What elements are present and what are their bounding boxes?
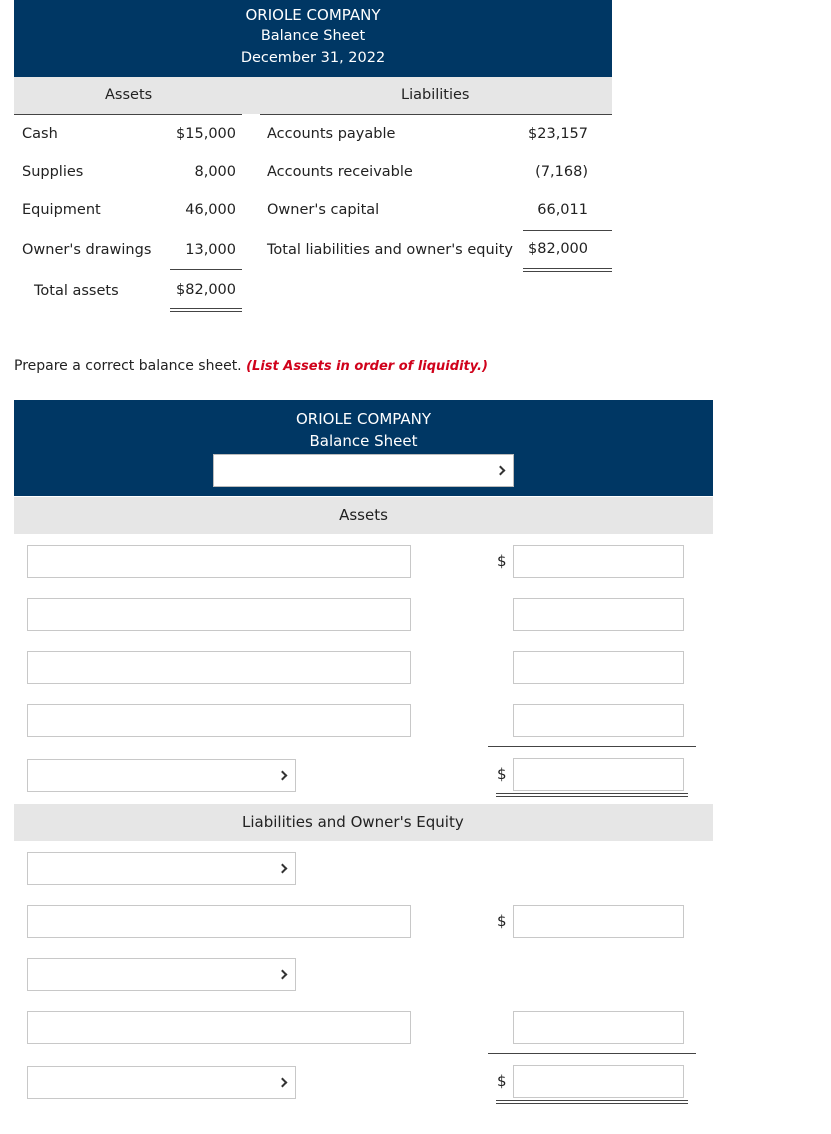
total-liabilities-label-select[interactable] bbox=[27, 1066, 296, 1099]
liabilities-category-select[interactable] bbox=[27, 852, 296, 885]
asset-account-input-1[interactable] bbox=[27, 545, 411, 578]
given-assets-header-underline bbox=[14, 114, 242, 115]
given-liability-amount-capital: 66,011 bbox=[537, 202, 588, 218]
given-statement-date: December 31, 2022 bbox=[240, 50, 386, 66]
asset-amount-input-1[interactable] bbox=[513, 545, 684, 578]
given-asset-amount-cash: $15,000 bbox=[176, 126, 236, 142]
total-liabilities-double-underline bbox=[496, 1100, 688, 1104]
total-assets-label-select[interactable] bbox=[27, 759, 296, 792]
given-total-liabilities-double-underline bbox=[523, 268, 612, 272]
asset-amount-input-3[interactable] bbox=[513, 651, 684, 684]
assets-subtotal-line bbox=[488, 746, 696, 747]
instruction-main: Prepare a correct balance sheet. bbox=[14, 358, 242, 374]
given-total-assets-double-underline bbox=[170, 308, 242, 312]
form-assets-header: Assets bbox=[339, 506, 388, 524]
liability-dollar-sign-1: $ bbox=[497, 912, 507, 930]
given-company-name: ORIOLE COMPANY bbox=[245, 6, 381, 24]
liability-account-input-1[interactable] bbox=[27, 905, 411, 938]
asset-account-input-4[interactable] bbox=[27, 704, 411, 737]
given-asset-label-drawings: Owner's drawings bbox=[22, 242, 152, 258]
equity-amount-input-1[interactable] bbox=[513, 1011, 684, 1044]
liabilities-subtotal-line bbox=[488, 1053, 696, 1054]
form-liabilities-header: Liabilities and Owner's Equity bbox=[242, 813, 464, 831]
asset-account-input-3[interactable] bbox=[27, 651, 411, 684]
equity-category-select[interactable] bbox=[27, 958, 296, 991]
asset-amount-input-4[interactable] bbox=[513, 704, 684, 737]
liability-amount-input-1[interactable] bbox=[513, 905, 684, 938]
form-statement-name: Balance Sheet bbox=[309, 432, 418, 450]
given-liability-label-ar: Accounts receivable bbox=[267, 164, 413, 180]
total-liabilities-dollar-sign: $ bbox=[497, 1072, 507, 1090]
instruction-emphasis: (List Assets in order of liquidity.) bbox=[246, 359, 488, 374]
asset-account-input-2[interactable] bbox=[27, 598, 411, 631]
given-asset-amount-equipment: 46,000 bbox=[185, 202, 236, 218]
given-liability-amount-ap: $23,157 bbox=[528, 126, 588, 142]
given-total-assets-amount: $82,000 bbox=[176, 282, 236, 298]
given-total-liabilities-amount: $82,000 bbox=[528, 241, 588, 257]
total-liabilities-amount-input[interactable] bbox=[513, 1065, 684, 1098]
given-header-banner bbox=[14, 0, 612, 77]
form-company-name: ORIOLE COMPANY bbox=[295, 410, 431, 428]
given-column-header-bar bbox=[14, 77, 612, 114]
given-liability-label-ap: Accounts payable bbox=[267, 126, 396, 142]
form-liabilities-section-bar bbox=[14, 804, 713, 841]
given-asset-label-supplies: Supplies bbox=[22, 164, 84, 180]
total-assets-dollar-sign: $ bbox=[497, 765, 507, 783]
form-assets-section-bar bbox=[14, 497, 713, 534]
equity-account-input-1[interactable] bbox=[27, 1011, 411, 1044]
given-statement-name: Balance Sheet bbox=[260, 28, 366, 44]
given-liabilities-subtotal-line bbox=[523, 230, 612, 231]
given-assets-header: Assets bbox=[105, 87, 153, 103]
given-liability-label-capital: Owner's capital bbox=[267, 202, 380, 218]
given-assets-subtotal-line bbox=[170, 269, 242, 270]
given-asset-amount-drawings: 13,000 bbox=[185, 242, 236, 258]
given-liabilities-header: Liabilities bbox=[401, 87, 470, 103]
given-asset-label-cash: Cash bbox=[22, 126, 58, 142]
given-total-liabilities-label: Total liabilities and owner's equity bbox=[267, 242, 513, 258]
asset-amount-input-2[interactable] bbox=[513, 598, 684, 631]
given-total-assets-label: Total assets bbox=[34, 283, 119, 299]
asset-dollar-sign-1: $ bbox=[497, 552, 507, 570]
given-asset-amount-supplies: 8,000 bbox=[194, 164, 236, 180]
given-asset-label-equipment: Equipment bbox=[22, 202, 101, 218]
instruction-text bbox=[14, 358, 488, 374]
total-assets-double-underline bbox=[496, 793, 688, 797]
given-liabilities-header-underline bbox=[260, 114, 612, 115]
form-header-banner bbox=[14, 400, 713, 496]
given-liability-amount-ar: (7,168) bbox=[535, 164, 588, 180]
form-date-select[interactable] bbox=[213, 454, 514, 487]
total-assets-amount-input[interactable] bbox=[513, 758, 684, 791]
